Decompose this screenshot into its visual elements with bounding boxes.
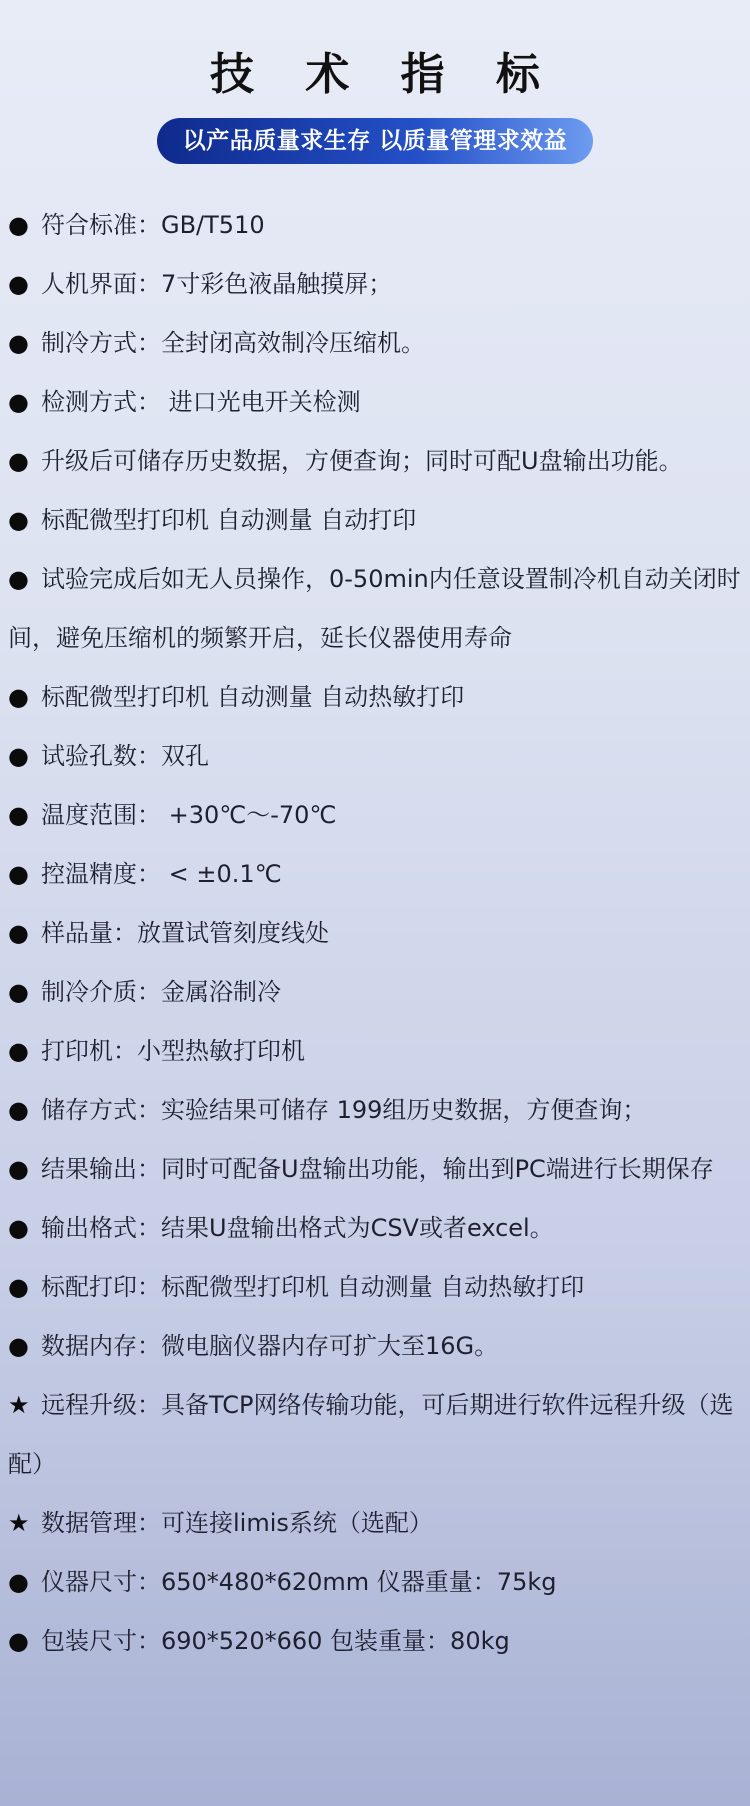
spec-text: 数据管理：可连接limis系统（选配） — [41, 1509, 433, 1537]
spec-item — [8, 845, 742, 904]
spec-item — [8, 1494, 742, 1553]
spec-item — [8, 550, 742, 668]
bullet-dot-icon: ● — [8, 1037, 29, 1065]
spec-item — [8, 668, 742, 727]
spec-item — [8, 963, 742, 1022]
spec-text: 制冷介质：金属浴制冷 — [41, 978, 281, 1006]
bullet-dot-icon: ● — [8, 1096, 29, 1124]
spec-item — [8, 1376, 742, 1494]
spec-item — [8, 255, 742, 314]
bullet-dot-icon: ● — [8, 506, 29, 534]
bullet-dot-icon: ● — [8, 270, 29, 298]
bullet-dot-icon: ● — [8, 565, 29, 593]
spec-text: 远程升级：具备TCP网络传输功能，可后期进行软件远程升级（选配） — [8, 1391, 734, 1478]
bullet-dot-icon: ● — [8, 801, 29, 829]
spec-text: 人机界面：7寸彩色液晶触摸屏； — [41, 270, 393, 298]
spec-text: 样品量：放置试管刻度线处 — [41, 919, 329, 947]
spec-text: 打印机：小型热敏打印机 — [41, 1037, 305, 1065]
spec-item — [8, 1022, 742, 1081]
spec-item — [8, 1317, 742, 1376]
spec-text: 包装尺寸：690*520*660 包装重量：80kg — [41, 1627, 510, 1655]
spec-item — [8, 1258, 742, 1317]
spec-item — [8, 1081, 742, 1140]
spec-text: 温度范围： +30℃～-70℃ — [41, 801, 337, 829]
bullet-dot-icon: ● — [8, 1273, 29, 1301]
spec-item — [8, 491, 742, 550]
bullet-dot-icon: ● — [8, 447, 29, 475]
bullet-dot-icon: ● — [8, 742, 29, 770]
spec-text: 标配微型打印机 自动测量 自动打印 — [41, 506, 417, 534]
spec-text: 升级后可储存历史数据，方便查询；同时可配U盘输出功能。 — [41, 447, 683, 475]
spec-text: 仪器尺寸：650*480*620mm 仪器重量：75kg — [41, 1568, 557, 1596]
slogan-text: 以产品质量求生存 以质量管理求效益 — [157, 118, 594, 164]
spec-text: 结果输出：同时可配备U盘输出功能，输出到PC端进行长期保存 — [41, 1155, 714, 1183]
bullet-dot-icon: ● — [8, 1155, 29, 1183]
spec-text: 储存方式：实验结果可储存 199组历史数据，方便查询； — [41, 1096, 647, 1124]
spec-item — [8, 432, 742, 491]
bullet-dot-icon: ● — [8, 919, 29, 947]
bullet-dot-icon: ● — [8, 1627, 29, 1655]
bullet-dot-icon: ● — [8, 683, 29, 711]
bullet-dot-icon: ● — [8, 978, 29, 1006]
spec-text: 标配微型打印机 自动测量 自动热敏打印 — [41, 683, 465, 711]
spec-list — [8, 196, 742, 1671]
spec-text: 检测方式： 进口光电开关检测 — [41, 388, 361, 416]
spec-item — [8, 373, 742, 432]
spec-item — [8, 314, 742, 373]
spec-item — [8, 196, 742, 255]
spec-item — [8, 1199, 742, 1258]
spec-item — [8, 1553, 742, 1612]
spec-text: 符合标准：GB/T510 — [41, 211, 265, 239]
spec-item — [8, 786, 742, 845]
spec-text: 数据内存：微电脑仪器内存可扩大至16G。 — [41, 1332, 499, 1360]
spec-item — [8, 727, 742, 786]
bullet-dot-icon: ● — [8, 1214, 29, 1242]
spec-text: 标配打印：标配微型打印机 自动测量 自动热敏打印 — [41, 1273, 585, 1301]
spec-text: 输出格式：结果U盘输出格式为CSV或者excel。 — [41, 1214, 554, 1242]
spec-text: 制冷方式：全封闭高效制冷压缩机。 — [41, 329, 425, 357]
spec-item — [8, 904, 742, 963]
page-title: 技 术 指 标 — [210, 49, 558, 100]
spec-text: 试验完成后如无人员操作，0-50min内任意设置制冷机自动关闭时间，避免压缩机的频繁开启，延长仪器使用寿命 — [8, 565, 741, 652]
bullet-dot-icon: ● — [8, 211, 29, 239]
bullet-dot-icon: ● — [8, 388, 29, 416]
spec-item — [8, 1612, 742, 1671]
spec-text: 试验孔数：双孔 — [41, 742, 209, 770]
star-icon: ★ — [8, 1509, 30, 1537]
spec-text: 控温精度： < ±0.1℃ — [41, 860, 282, 888]
slogan-banner — [0, 118, 750, 164]
bullet-dot-icon: ● — [8, 860, 29, 888]
bullet-dot-icon: ● — [8, 329, 29, 357]
bullet-dot-icon: ● — [8, 1568, 29, 1596]
bullet-dot-icon: ● — [8, 1332, 29, 1360]
spec-item — [8, 1140, 742, 1199]
star-icon: ★ — [8, 1391, 30, 1419]
